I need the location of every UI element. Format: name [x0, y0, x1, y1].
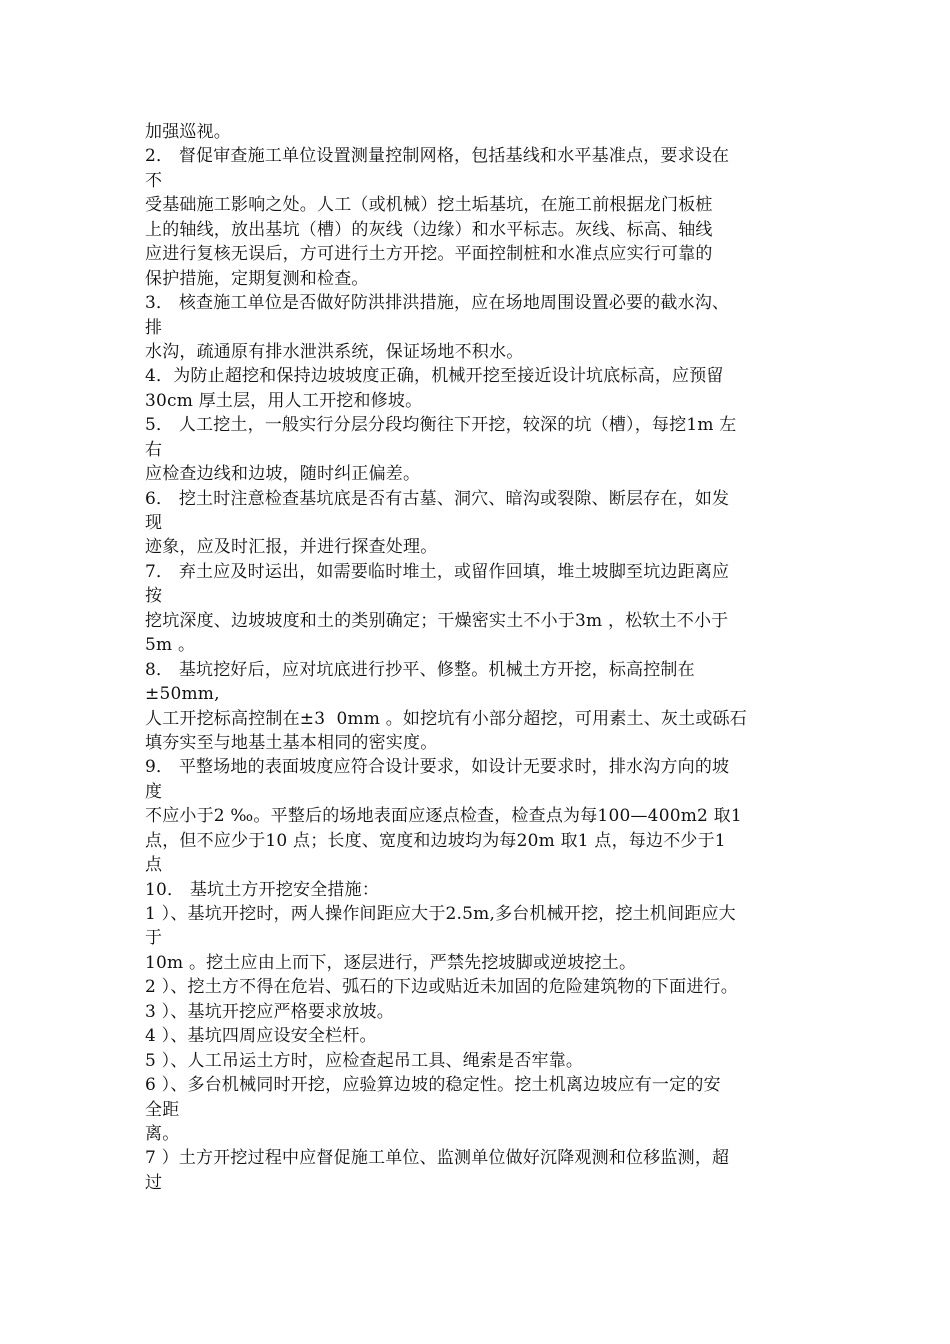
text-line: 上的轴线，放出基坑（槽）的灰线（边缘）和水平标志。灰线、标高、轴线 — [145, 219, 713, 240]
text-line: 6 ）、多台机械同时开挖，应验算边坡的稳定性。挖土机离边坡应有一定的安 — [145, 1075, 721, 1096]
text-line: 9． 平整场地的表面坡度应符合设计要求，如设计无要求时，排水沟方向的坡 — [145, 757, 730, 778]
text-line: 5 ）、人工吊运土方时，应检查起吊工具、绳索是否牢靠。 — [145, 1050, 584, 1071]
text-line: 30cm 厚土层，用人工开挖和修坡。 — [145, 390, 423, 411]
text-line: 7． 弃土应及时运出，如需要临时堆土，或留作回填，堆土坡脚至坑边距离应 — [145, 561, 730, 582]
text-line: 于 — [145, 928, 163, 949]
text-line: 应检查边线和边坡，随时纠正偏差。 — [145, 464, 421, 485]
text-line: 离。 — [145, 1123, 180, 1144]
text-line: 按 — [145, 586, 163, 607]
text-line: 3 ）、基坑开挖应严格要求放坡。 — [145, 1001, 394, 1022]
text-line: 排 — [145, 317, 163, 338]
text-line: 加强巡视。 — [145, 122, 231, 142]
text-line: 4．为防止超挖和保持边坡坡度正确，机械开挖至接近设计坑底标高，应预留 — [145, 366, 724, 387]
text-line: 填夯实至与地基土基本相同的密实度。 — [145, 732, 438, 753]
text-line: 1 ）、基坑开挖时，两人操作间距应大于2.5m,多台机械开挖，挖土机间距应大 — [145, 904, 736, 924]
text-line: 5m 。 — [145, 635, 196, 656]
text-line: 右 — [145, 439, 163, 460]
text-line: 迹象，应及时汇报，并进行探查处理。 — [145, 537, 438, 558]
text-line: 2． 督促审查施工单位设置测量控制网格，包括基线和水平基准点，要求设在 — [145, 146, 730, 167]
text-line: 3． 核查施工单位是否做好防洪排洪措施，应在场地周围设置必要的截水沟、 — [145, 293, 730, 314]
text-line: 2 ）、挖土方不得在危岩、弧石的下边或贴近未加固的危险建筑物的下面进行。 — [145, 977, 738, 998]
text-line: ±50mm, — [145, 684, 220, 705]
text-line: 现 — [145, 513, 163, 533]
text-line: 点 — [145, 855, 163, 876]
text-line: 6． 挖土时注意检查基坑底是否有古墓、洞穴、暗沟或裂隙、断层存在，如发 — [145, 488, 730, 509]
text-line: 8． 基坑挖好后，应对坑底进行抄平、修整。机械土方开挖，标高控制在 — [145, 659, 695, 680]
text-line: 4 ）、基坑四周应设安全栏杆。 — [145, 1026, 377, 1047]
text-line: 10． 基坑土方开挖安全措施： — [145, 879, 380, 900]
text-line: 度 — [145, 781, 163, 802]
text-line: 受基础施工影响之处。人工（或机械）挖土垢基坑，在施工前根据龙门板桩 — [145, 195, 713, 216]
text-line: 全距 — [145, 1099, 180, 1120]
text-line: 过 — [145, 1172, 163, 1193]
text-line: 5． 人工挖土，一般实行分层分段均衡往下开挖，较深的坑（槽），每挖1m 左 — [145, 415, 737, 436]
text-line: 7 ）土方开挖过程中应督促施工单位、监测单位做好沉降观测和位移监测，超 — [145, 1148, 730, 1169]
text-line: 10m 。挖土应由上而下，逐层进行，严禁先挖坡脚或逆坡挖土。 — [145, 952, 637, 973]
text-line: 不应小于2 ‰。平整后的场地表面应逐点检查，检查点为每100—400m2 取1 — [145, 806, 742, 827]
text-line: 不 — [145, 170, 163, 191]
text-line: 应进行复核无误后，方可进行土方开挖。平面控制桩和水准点应实行可靠的 — [145, 244, 713, 265]
text-line: 点，但不应少于10 点；长度、宽度和边坡均为每20m 取1 点，每边不少于1 — [145, 830, 726, 851]
text-line: 挖坑深度、边坡坡度和土的类别确定；干燥密实土不小于3m ，松软土不小于 — [145, 610, 729, 631]
text-line: 人工开挖标高控制在±3 0mm 。如挖坑有小部分超挖，可用素土、灰土或砾石 — [145, 708, 747, 729]
text-line: 水沟，疏通原有排水泄洪系统，保证场地不积水。 — [145, 341, 524, 362]
document-body — [145, 120, 815, 1195]
text-line: 保护措施，定期复测和检查。 — [145, 268, 369, 289]
